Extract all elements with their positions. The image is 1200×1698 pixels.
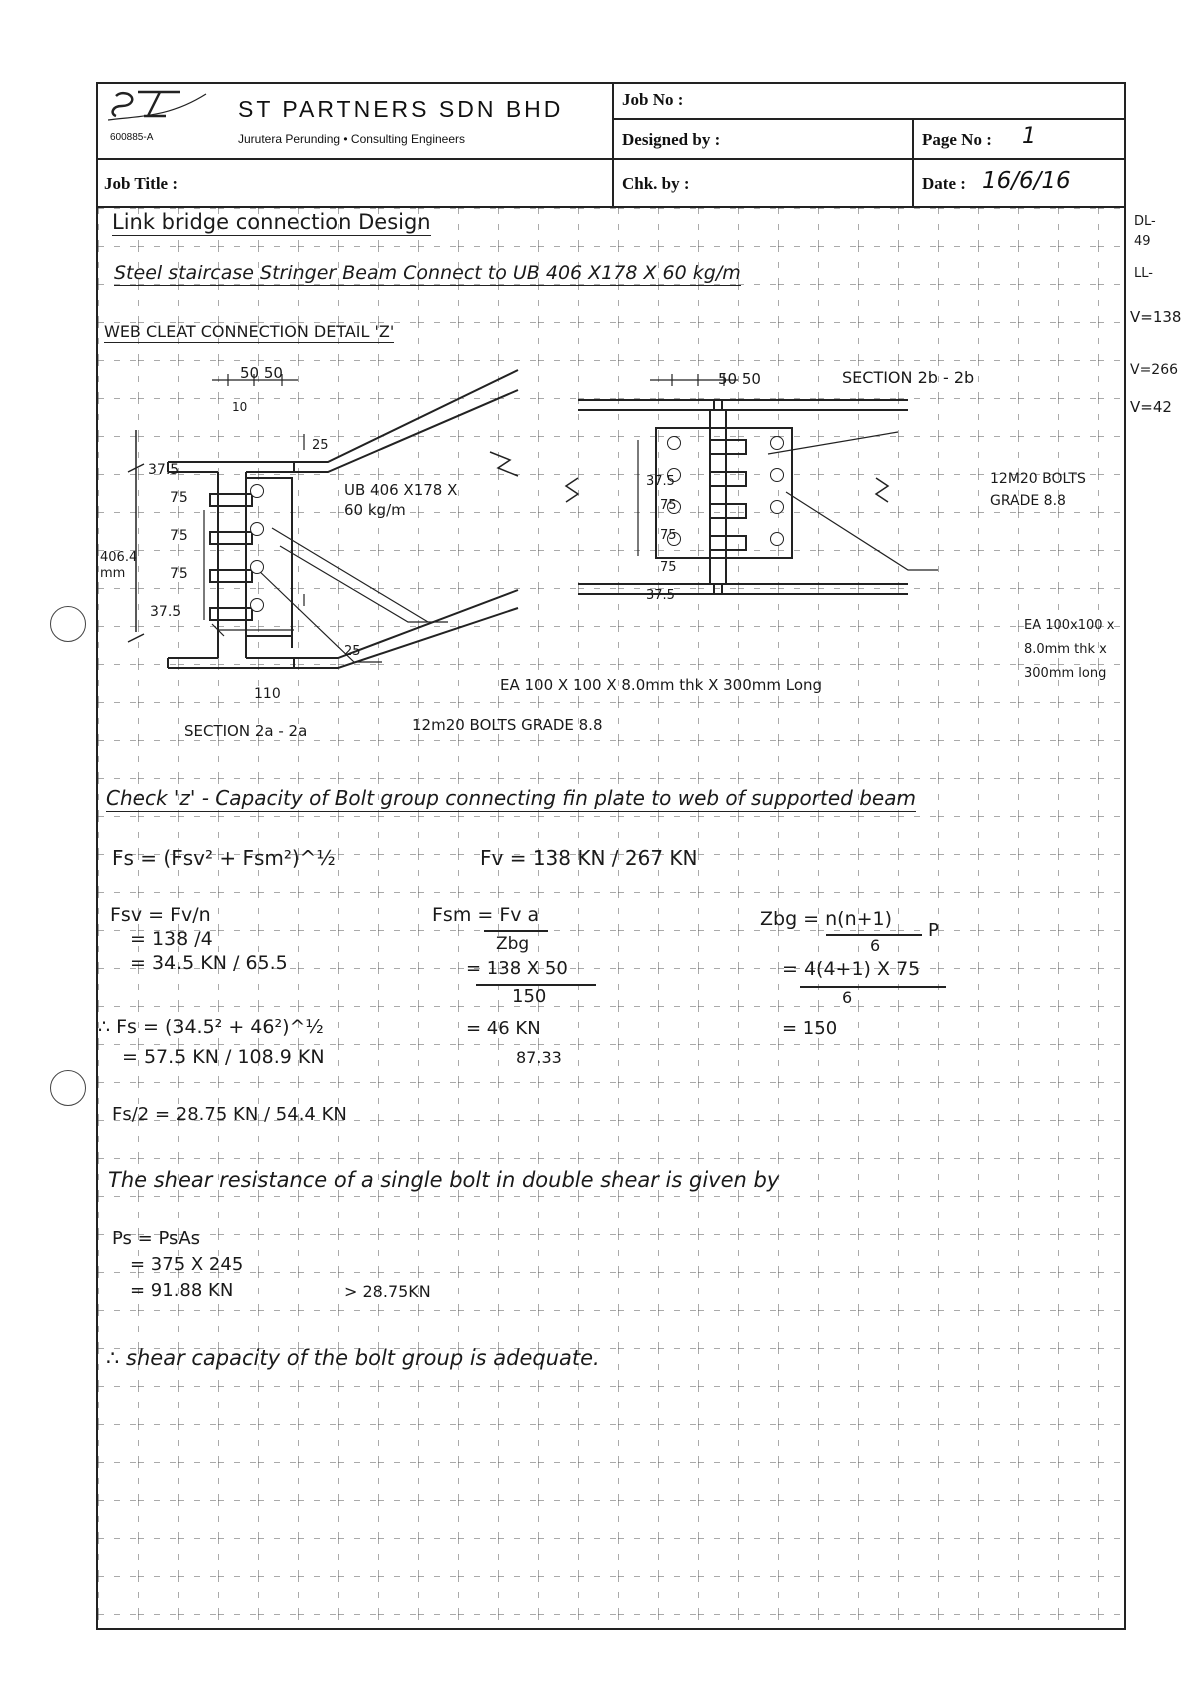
calc-line: = 91.88 KN: [130, 1280, 234, 1301]
design-subtitle: Steel staircase Stringer Beam Connect to UB 406 X178 X 60 kg/m: [114, 262, 741, 284]
dim-label: 110: [254, 686, 281, 702]
header-divider: [612, 82, 614, 208]
calc-line: 6: [870, 936, 881, 955]
calc-line: Zbg: [496, 934, 530, 954]
calc-line: Ps = PsAs: [112, 1228, 201, 1249]
dim-label: 75: [660, 560, 677, 575]
dim-label: 50 50: [240, 364, 283, 382]
margin-note: 49: [1134, 234, 1151, 249]
depth-label: 406.4 mm: [100, 550, 138, 581]
calc-line: > 28.75KN: [344, 1282, 431, 1301]
calc-line: P: [928, 920, 939, 941]
calc-line: = 34.5 KN / 65.5: [130, 952, 288, 974]
dim-label: 75: [660, 528, 677, 543]
calc-line: = 150: [782, 1018, 838, 1039]
calc-line: 6: [842, 988, 853, 1007]
calc-line: Zbg = n(n+1): [760, 908, 893, 930]
fraction-bar: [484, 930, 548, 932]
bolts-label-right: 12M20 BOLTS GRADE 8.8: [990, 471, 1086, 509]
bolt-hole-icon: [667, 436, 681, 450]
dim-label: 37.5: [646, 588, 675, 603]
calc-line: = 138 /4: [130, 928, 213, 950]
angle-label-right: EA 100x100 x 8.0mm thk x 300mm long: [1024, 618, 1115, 681]
dim-label: 10: [232, 400, 248, 414]
job-no-label: Job No :: [622, 90, 684, 109]
check-heading: Check 'z' - Capacity of Bolt group connecting fin plate to web of supported beam: [106, 786, 916, 810]
dim-label: 37.5: [148, 462, 180, 478]
bolt-hole-icon: [250, 598, 264, 612]
calc-line: = 4(4+1) X 75: [782, 958, 921, 980]
page-no-label: Page No :: [922, 130, 992, 149]
dim-label: 37.5: [150, 604, 182, 620]
fraction-bar: [800, 986, 946, 988]
registration-number: 600885-A: [110, 132, 154, 143]
bolt-hole-icon: [250, 560, 264, 574]
margin-note: LL-: [1134, 266, 1153, 281]
chk-by-label: Chk. by :: [622, 174, 690, 193]
calc-line: = 57.5 KN / 108.9 KN: [122, 1046, 325, 1068]
conclusion: ∴ shear capacity of the bolt group is adequate.: [106, 1346, 600, 1370]
calc-line: Fsm = Fv a: [432, 904, 540, 926]
dim-label: 75: [170, 490, 188, 506]
header-divider: [912, 118, 914, 208]
section-label-right: SECTION 2b - 2b: [842, 368, 975, 387]
page-no-value: 1: [1022, 124, 1036, 149]
bolt-hole-icon: [250, 522, 264, 536]
dim-label: 50 50: [718, 370, 761, 388]
margin-note: V=266: [1130, 362, 1179, 378]
bolt-hole-icon: [770, 500, 784, 514]
beam-label: UB 406 X178 X 60 kg/m: [344, 481, 458, 519]
calc-line: Fv = 138 KN / 267 KN: [480, 846, 698, 870]
job-title-label: Job Title :: [104, 174, 178, 193]
date-label: Date :: [922, 174, 966, 193]
header-divider: [612, 118, 1126, 120]
connection-drawing: [98, 360, 1124, 760]
design-title: Link bridge connection Design: [112, 210, 431, 234]
bolt-hole-icon: [770, 436, 784, 450]
punch-hole-icon: [50, 1070, 86, 1106]
calc-line: 150: [512, 986, 547, 1007]
dim-label: 75: [170, 528, 188, 544]
dim-label: 37.5: [646, 474, 675, 489]
calc-line: = 46 KN: [466, 1018, 541, 1039]
company-tagline: Jurutera Perunding • Consulting Engineers: [238, 132, 466, 146]
detail-title: WEB CLEAT CONNECTION DETAIL 'Z': [104, 322, 395, 341]
punch-hole-icon: [50, 606, 86, 642]
calc-line: = 375 X 245: [130, 1254, 244, 1275]
bolt-hole-icon: [770, 468, 784, 482]
calc-line: The shear resistance of a single bolt in double shear is given by: [108, 1168, 780, 1192]
calc-line: ∴ Fs = (34.5² + 46²)^½: [98, 1016, 324, 1038]
calc-line: Fsv = Fv/n: [110, 904, 211, 926]
section-label-left: SECTION 2a - 2a: [184, 722, 308, 740]
dim-label: 25: [312, 438, 329, 453]
header-divider: [96, 206, 1126, 208]
calc-line: = 138 X 50: [466, 958, 568, 979]
dim-label: 75: [170, 566, 188, 582]
company-logo: [108, 88, 208, 126]
angle-label-center: EA 100 X 100 X 8.0mm thk X 300mm Long: [500, 676, 823, 694]
date-value: 16/6/16: [982, 168, 1071, 194]
dim-label: 25: [344, 644, 361, 659]
margin-note: DL-: [1134, 214, 1156, 229]
margin-note: V=42: [1130, 398, 1172, 416]
calc-line: 87.33: [516, 1048, 562, 1067]
dim-label: 75: [660, 498, 677, 513]
calc-line: Fs = (Fsv² + Fsm²)^½: [112, 846, 336, 870]
calc-line: Fs/2 = 28.75 KN / 54.4 KN: [112, 1104, 347, 1125]
header-divider: [96, 158, 1126, 160]
company-name: ST PARTNERS SDN BHD: [238, 96, 564, 122]
bolts-label-center: 12m20 BOLTS GRADE 8.8: [412, 716, 603, 734]
bolt-hole-icon: [250, 484, 264, 498]
bolt-hole-icon: [770, 532, 784, 546]
designed-by-label: Designed by :: [622, 130, 721, 149]
margin-note: V=138: [1130, 308, 1182, 326]
